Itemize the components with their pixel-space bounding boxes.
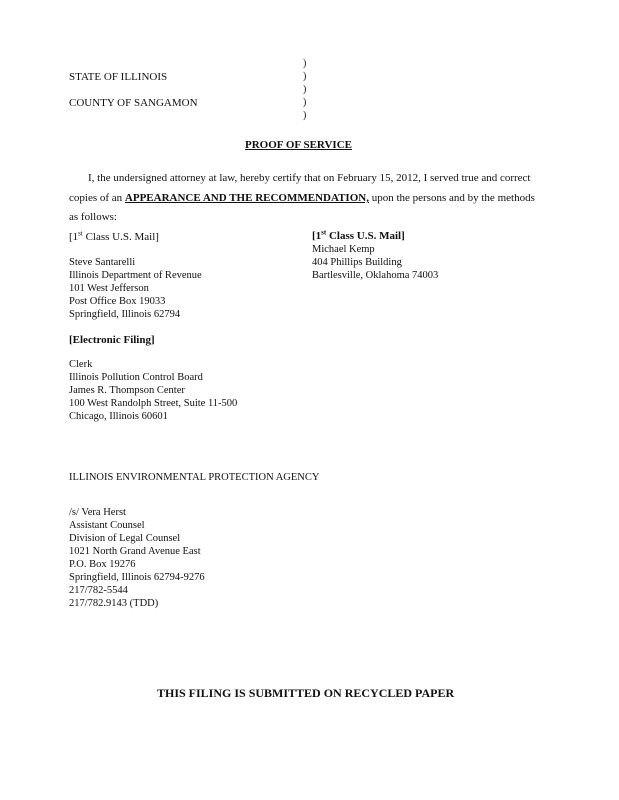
signature-line: Springfield, Illinois 62794-9276 <box>69 572 205 583</box>
address-line: 404 Phillips Building <box>312 257 402 268</box>
recycled-paper-notice: THIS FILING IS SUBMITTED ON RECYCLED PAPER <box>157 686 455 700</box>
right-service-method <box>312 230 405 242</box>
address-line: James R. Thompson Center <box>69 385 185 396</box>
signature-line: 217/782.9143 (TDD) <box>69 598 159 609</box>
method-suffix: Class U.S. Mail] <box>326 230 405 242</box>
caption-bracket: ) <box>303 97 307 108</box>
address-line: Clerk <box>69 359 93 370</box>
document-names: APPEARANCE AND THE RECOMMENDATION, <box>124 192 369 204</box>
signature-line: 1021 North Grand Avenue East <box>69 546 201 557</box>
body-line-2-pre: copies of an <box>69 192 125 204</box>
left-service-method <box>69 231 159 243</box>
address-line: Post Office Box 19033 <box>69 296 166 307</box>
address-line: Springfield, Illinois 62794 <box>69 309 181 320</box>
method-suffix: Class U.S. Mail] <box>82 231 159 243</box>
caption-bracket: ) <box>303 71 307 82</box>
caption-bracket: ) <box>303 58 307 69</box>
caption-bracket: ) <box>303 110 307 121</box>
document-title: PROOF OF SERVICE <box>245 139 352 151</box>
right-service-address <box>312 243 438 282</box>
address-line: 101 West Jefferson <box>69 283 149 294</box>
signature-line: /s/ Vera Herst <box>69 507 126 518</box>
address-line: Illinois Pollution Control Board <box>69 372 203 383</box>
address-line: Bartlesville, Oklahoma 74003 <box>312 270 439 281</box>
caption-state: STATE OF ILLINOIS <box>69 71 168 83</box>
address-line: Illinois Department of Revenue <box>69 270 202 281</box>
signature-line: Assistant Counsel <box>69 520 145 531</box>
address-line: 100 West Randolph Street, Suite 11-500 <box>69 398 238 409</box>
electronic-filing-address <box>69 358 237 423</box>
method-superscript: st <box>321 228 327 237</box>
body-line-2 <box>69 192 535 204</box>
method-prefix: [1 <box>69 231 79 243</box>
body-line-1: I, the undersigned attorney at law, hereby certify that on February 15, 2012, I served true and correct <box>88 172 531 184</box>
address-line: Michael Kemp <box>312 244 375 255</box>
address-line: Steve Santarelli <box>69 257 136 268</box>
caption-bracket: ) <box>303 84 307 95</box>
signature-line: P.O. Box 19276 <box>69 559 136 570</box>
body-line-3: as follows: <box>69 211 117 223</box>
body-line-2-post: upon the persons and by the methods <box>368 192 535 204</box>
electronic-filing-method: [Electronic Filing] <box>69 334 155 346</box>
left-service-address <box>69 256 202 321</box>
signature-block <box>69 506 205 610</box>
method-prefix: [1 <box>312 230 322 242</box>
address-line: Chicago, Illinois 60601 <box>69 411 168 422</box>
caption-county: COUNTY OF SANGAMON <box>69 97 198 109</box>
agency-name: ILLINOIS ENVIRONMENTAL PROTECTION AGENCY <box>69 472 320 483</box>
signature-line: Division of Legal Counsel <box>69 533 181 544</box>
signature-line: 217/782-5544 <box>69 585 128 596</box>
method-superscript: st <box>78 229 83 238</box>
